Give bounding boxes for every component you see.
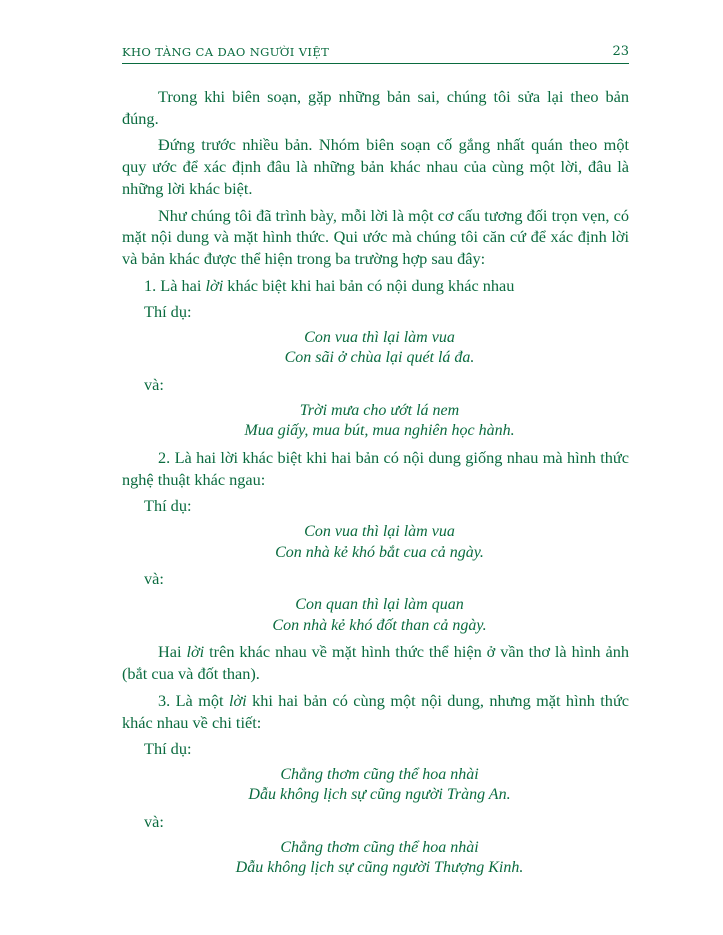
verse-block-1 (122, 328, 629, 370)
rule-1 (122, 275, 629, 297)
and-label-1: và: (144, 375, 164, 395)
verse-block-4 (122, 595, 629, 637)
rule-3-emphasis: lời (228, 690, 247, 710)
page-header (122, 44, 629, 64)
verse-line: Chẳng thơm cũng thể hoa nhài (280, 838, 479, 856)
verse-line: Con nhà kẻ khó đốt than cả ngày. (272, 616, 487, 634)
verse-block-5 (122, 765, 629, 807)
verse-line: Mua giấy, mua bút, mua nghiên học hành. (244, 422, 515, 440)
rule-3 (122, 690, 629, 734)
rule-1-emphasis: lời (205, 275, 224, 295)
verse-block-2 (122, 401, 629, 443)
rule-3-prefix: 3. Là một (158, 690, 229, 710)
rule-2: 2. Là hai lời khác biệt khi hai bản có nội dung giống nhau mà hình thức nghệ thuật khác ngau: (122, 448, 629, 490)
running-head-title: KHO TÀNG CA DAO NGƯỜI VIỆT (122, 45, 330, 59)
paragraph-3: Như chúng tôi đã trình bày, mỗi lời là một cơ cấu tương đối trọn vẹn, có mặt nội dung và mặt hình thức. Qui ước mà chúng tôi căn cứ để xác định lời và bản khác được thể hiện trong ba trường hợp sau đây: (122, 205, 629, 269)
verse-line: Dẫu không lịch sự cũng người Thượng Kinh. (235, 859, 524, 877)
example-label-2: Thí dụ: (144, 496, 192, 516)
note-suffix: trên khác nhau về mặt hình thức thể hiện ở vần thơ là hình ảnh (bắt cua và đốt than). (122, 642, 629, 684)
note-after-rule-2 (122, 641, 629, 685)
and-label-2: và: (144, 569, 164, 589)
verse-line: Trời mưa cho ướt lá nem (299, 401, 460, 419)
document-body (122, 86, 629, 879)
verse-line: Con nhà kẻ khó bắt cua cả ngày. (275, 543, 484, 561)
rule-1-prefix: 1. Là hai (144, 275, 206, 295)
example-label-3: Thí dụ: (144, 739, 192, 759)
verse-block-3 (122, 522, 629, 564)
example-label-1: Thí dụ: (144, 302, 192, 322)
verse-line: Dẫu không lịch sự cũng người Tràng An. (248, 786, 511, 804)
and-label-3: và: (144, 812, 164, 832)
verse-line: Con sãi ở chùa lại quét lá đa. (284, 349, 475, 367)
paragraph-2: Đứng trước nhiều bản. Nhóm biên soạn cố gắng nhất quán theo một quy ước để xác định đâu là những bản khác nhau của cùng một lời, đâu là những lời khác biệt. (122, 135, 629, 199)
verse-line: Chẳng thơm cũng thể hoa nhài (280, 765, 479, 783)
verse-line: Con vua thì lại làm vua (304, 522, 455, 540)
rule-3-suffix: khi hai bản có cùng một nội dung, nhưng mặt hình thức khác nhau về chi tiết: (122, 690, 630, 732)
verse-block-6 (122, 838, 629, 880)
rule-1-suffix: khác biệt khi hai bản có nội dung khác nhau (223, 275, 515, 295)
verse-line: Con vua thì lại làm vua (304, 328, 455, 346)
note-prefix: Hai (158, 642, 187, 662)
paragraph-1: Trong khi biên soạn, gặp những bản sai, chúng tôi sửa lại theo bản đúng. (122, 87, 629, 128)
verse-line: Con quan thì lại làm quan (295, 595, 464, 613)
note-emphasis: lời (186, 642, 205, 662)
page-number: 23 (612, 44, 629, 59)
